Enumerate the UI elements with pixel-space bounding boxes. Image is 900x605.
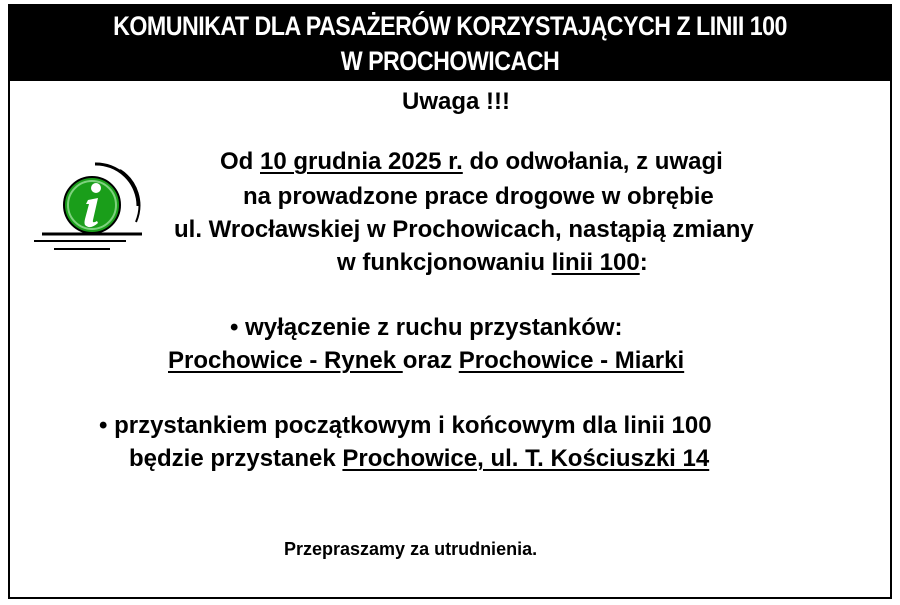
bullet2-lead: • przystankiem początkowym i końcowym dla linii 100 (99, 412, 712, 439)
paragraph-line3: ul. Wrocławskiej w Prochowicach, nastąpią zmiany (174, 216, 754, 243)
effective-date: 10 grudnia 2025 r. (260, 148, 463, 175)
stop-rynek: Prochowice - Rynek (168, 347, 403, 374)
paragraph-line4: w funkcjonowaniu linii 100: (337, 249, 648, 276)
apology-text: Przepraszamy za utrudnienia. (284, 539, 538, 559)
attention-label: Uwaga !!! (402, 88, 510, 115)
bullet2-stop: będzie przystanek Prochowice, ul. T. Kościuszki 14 (129, 445, 710, 472)
paragraph-line1: Od 10 grudnia 2025 r. do odwołania, z uwagi (220, 148, 723, 175)
bullet1-stops: Prochowice - Rynek oraz Prochowice - Miarki (168, 347, 685, 374)
info-icon (30, 158, 160, 258)
header-title-line1: KOMUNIKAT DLA PASAŻERÓW KORZYSTAJĄCYCH Z LINII 100 (113, 11, 787, 41)
notice-frame (8, 4, 892, 599)
bullet1-lead: • wyłączenie z ruchu przystanków: (230, 314, 623, 341)
stop-miarki: Prochowice - Miarki (458, 347, 685, 374)
stop-kosciuszki: Prochowice, ul. T. Kościuszki 14 (342, 445, 710, 472)
line-100-ref: linii 100 (551, 249, 640, 276)
paragraph-line2: na prowadzone prace drogowe w obrębie (243, 183, 714, 210)
header-title-line2: W PROCHOWICACH (340, 46, 560, 76)
notice-header (10, 6, 890, 81)
